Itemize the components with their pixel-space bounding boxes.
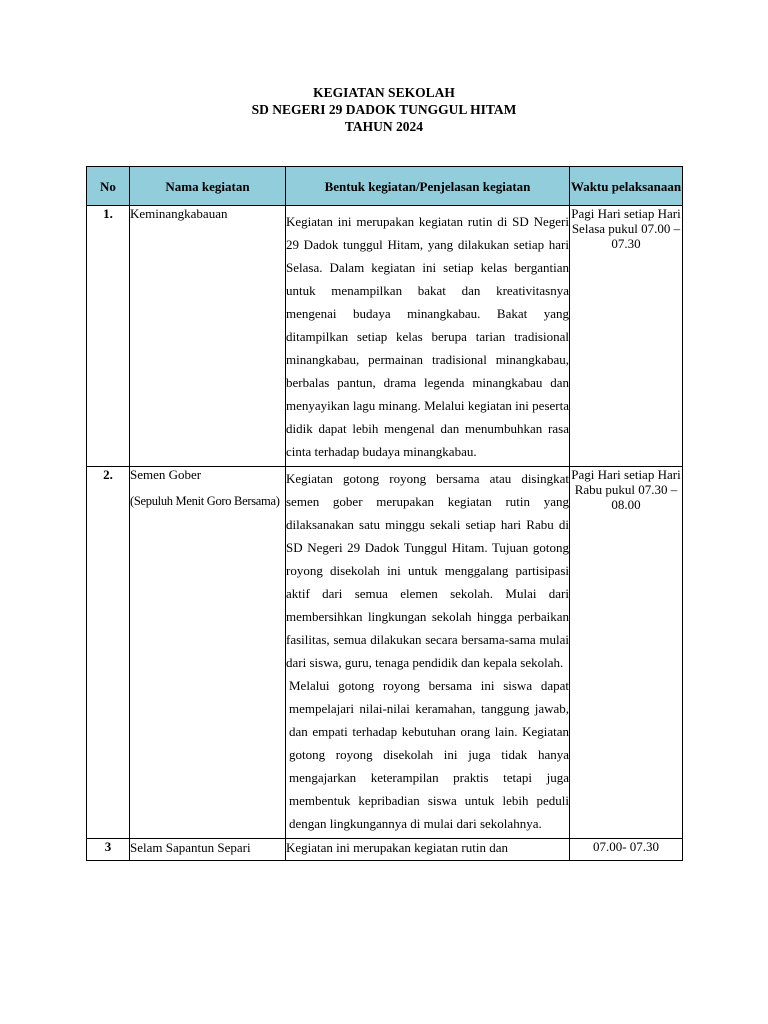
- table-header-row: [87, 167, 683, 206]
- activity-name: [130, 839, 286, 861]
- table-row: [87, 206, 683, 467]
- title-line-1: KEGIATAN SEKOLAH: [313, 85, 455, 100]
- table-row: [87, 839, 683, 861]
- document-title: [0, 84, 768, 135]
- description-paragraph: Kegiatan gotong royong bersama atau disingkat semen gober merupakan kegiatan rutin yang dilaksanakan satu minggu sekali setiap hari Rabu di SD Negeri 29 Dadok Tunggul Hitam. Tujuan gotong royong disekolah ini untuk menggalang partisipasi aktif dari semua elemen sekolah. Mulai dari membersihkan lingkungan sekolah hingga perbaikan fasilitas, semua dilakukan secara bersama-sama mulai dari siswa, guru, tenaga pendidik dan kepala sekolah.: [286, 471, 569, 670]
- activity-time: 07.00- 07.30: [570, 839, 683, 861]
- activity-name: [130, 206, 286, 467]
- activity-description: [286, 467, 570, 839]
- activity-table: [86, 166, 683, 861]
- column-header-no: No: [87, 167, 130, 206]
- activity-name-text: Keminangkabauan: [130, 206, 228, 221]
- column-header-waktu: Waktu pelaksanaan: [570, 167, 683, 206]
- activity-name-text: Semen Gober: [130, 467, 202, 482]
- activity-name-subtitle: (Sepuluh Menit Goro Bersama): [130, 494, 280, 508]
- activity-description: [286, 839, 570, 861]
- title-line-2: SD NEGERI 29 DADOK TUNGGUL HITAM: [251, 102, 517, 117]
- activity-time: Pagi Hari setiap Hari Rabu pukul 07.30 – 08.00: [570, 467, 683, 839]
- table-row: [87, 467, 683, 839]
- row-number: 2.: [87, 467, 130, 839]
- row-number: 3: [87, 839, 130, 861]
- activity-name: [130, 467, 286, 839]
- activity-time: Pagi Hari setiap Hari Selasa pukul 07.00 – 07.30: [570, 206, 683, 467]
- activity-name-text: Selam Sapantun Separi: [130, 840, 251, 855]
- activity-description: [286, 206, 570, 467]
- row-number: 1.: [87, 206, 130, 467]
- column-header-bentuk: Bentuk kegiatan/Penjelasan kegiatan: [286, 167, 570, 206]
- title-line-3: TAHUN 2024: [344, 119, 424, 134]
- description-paragraph: Kegiatan ini merupakan kegiatan rutin dan: [286, 840, 509, 855]
- description-paragraph: Kegiatan ini merupakan kegiatan rutin di SD Negeri 29 Dadok tunggul Hitam, yang dilakukan setiap hari Selasa. Dalam kegiatan ini setiap kelas bergantian untuk menampilkan bakat dan kreativitasnya mengenai budaya minangkabau. Bakat yang ditampilkan setiap kelas berupa tarian tradisional minangkabau, permainan tradisional minangkabau, berbalas pantun, drama legenda minangkabau dan menyayikan lagu minang. Melalui kegiatan ini peserta didik dapat lebih mengenal dan menumbuhkan rasa cinta terhadap budaya minangkabau.: [286, 214, 569, 459]
- column-header-nama: Nama kegiatan: [130, 167, 286, 206]
- description-paragraph-2: Melalui gotong royong bersama ini siswa dapat mempelajari nilai-nilai keramahan, tanggung jawab, dan empati terhadap kebutuhan orang lain. Kegiatan gotong royong disekolah ini juga tidak hanya mengajarkan keterampilan praktis tetapi juga membentuk kepribadian siswa untuk lebih peduli dengan lingkungannya di mulai dari sekolahnya.: [289, 678, 569, 831]
